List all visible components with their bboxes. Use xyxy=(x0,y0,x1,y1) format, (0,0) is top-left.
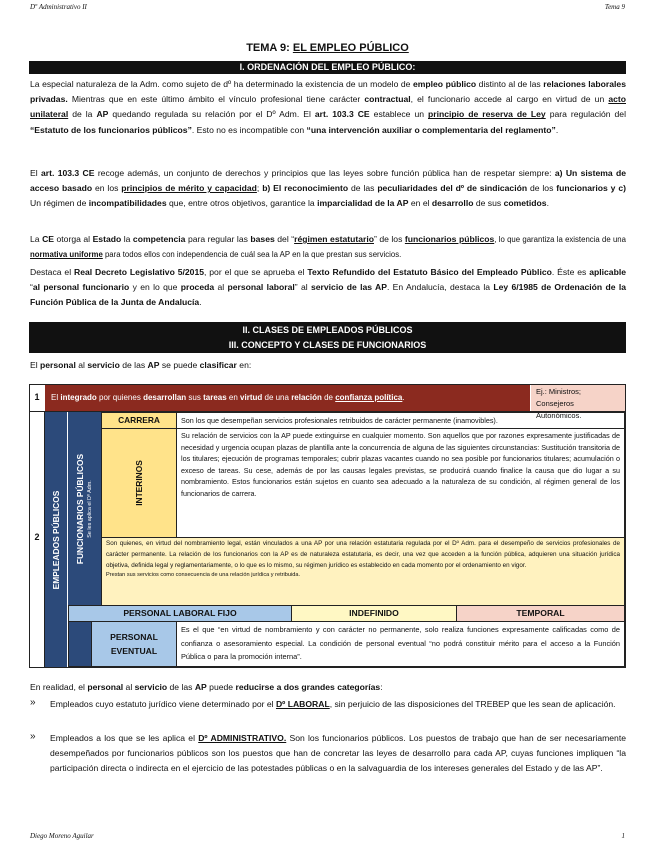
p4-text: ” al xyxy=(294,282,311,293)
p2-text: recoge además, un conjunto de derechos y principios que las leyes sobre función pública han de respetar siempre: xyxy=(94,168,555,178)
bullet2-bold-underline: Dº ADMINISTRATIVO. xyxy=(198,733,287,743)
funcionarios-general-description xyxy=(101,537,625,606)
p4-text: . En Andalucía, destaca la xyxy=(386,282,494,293)
bullet-marker-2: » xyxy=(30,731,36,742)
p4-text: al xyxy=(214,282,228,293)
r1-text: de una xyxy=(262,393,292,402)
interinos-cell xyxy=(101,428,177,538)
p4-bold: aplicable xyxy=(589,267,626,277)
p3-text: del “ xyxy=(274,234,295,244)
title-main: EL EMPLEO PÚBLICO xyxy=(292,42,409,54)
p2-text: de las xyxy=(348,183,378,194)
p2-bold: a) Un sistema de acceso basado xyxy=(30,168,627,194)
p4-text: . Éste es xyxy=(551,267,590,277)
row-2-number: 2 xyxy=(34,532,40,542)
p1-bold: AP xyxy=(96,109,109,120)
section-3-title: III. CONCEPTO Y CLASES DE FUNCIONARIOS xyxy=(228,340,427,350)
p2-text: ; xyxy=(256,183,263,194)
p4-text: “ xyxy=(30,282,33,293)
footer-author: Diego Moreno Aguilar xyxy=(30,832,94,840)
p1-text: . Esto no es incompatible con xyxy=(191,124,307,135)
p4-text: Destaca el xyxy=(30,267,74,277)
eventual-description: Es el que “en virtud de nombramiento y con carácter no permanente, solo realiza funciones expresamente calificadas como de confianza o asesoramiento especial. La condición de personal eventual “no podrá constituir mérito para el acceso a la Función Pública o para la promoción interna”. xyxy=(176,621,625,667)
funcionarios-label-group xyxy=(75,454,95,564)
p1-text: para regulación del xyxy=(545,109,626,120)
bullet-2 xyxy=(50,731,626,777)
p2-bold: peculiaridades del dº de sindicación xyxy=(377,183,528,194)
p4-bold: Texto Refundido del Estatuto Básico del Empleado Público xyxy=(307,267,552,277)
table-intro xyxy=(30,358,626,373)
bullet1-text: Empleados cuyo estatuto jurídico viene determinado por el xyxy=(50,699,276,709)
paragraph-1 xyxy=(30,77,626,138)
row-1-description xyxy=(45,385,530,411)
general-note: Prestan sus servicios como consecuencia de una relación jurídica y retribuida. xyxy=(106,572,301,579)
after-text: : xyxy=(380,682,383,692)
p1-text: establece un xyxy=(369,109,428,120)
p4-bold: Real Decreto Legislativo 5/2015 xyxy=(74,267,204,277)
empleados-publicos-band xyxy=(45,412,67,667)
p4-bold: servicio de las AP xyxy=(310,282,387,293)
section-bar-clases xyxy=(29,322,626,353)
page-header xyxy=(30,3,625,15)
after-text: de las xyxy=(167,682,195,692)
interinos-description: Su relación de servicios con la AP puede extinguirse en cualquier momento. Son aquellos que por razones expresamente justificadas de necesidad y urgencia ocupan plazas de plantilla ante la concurrencia de alguna de las siguientes circunstancias: Sustitución transitoria de los titulares; ejecución de programas temporales; cubrir plazas vacantes cuando no sea posible por funcionarios titulares; acumulación o exceso de tareas. Su cese, además de por las causas legales previstas, se producirá cuando finalice la causa que dio lugar a su nombramiento. Estos funcionarios están sujetos en cuanto sea adecuado a la naturaleza de su condición, al régimen general de los funcionarios de carrera. xyxy=(176,428,625,538)
p1-text: quedando regulada su relación por el Dº Adm. El xyxy=(108,109,315,120)
r1-text: sus xyxy=(186,393,204,402)
paragraph-2 xyxy=(30,166,626,212)
p1-bold: “Estatuto de los funcionarios públicos” xyxy=(30,124,192,135)
classification-table xyxy=(29,384,626,668)
intro-bold: AP xyxy=(147,360,160,370)
empleados-publicos-label: EMPLEADOS PÚBLICOS xyxy=(51,490,61,589)
p4-text: , por el que se aprueba el xyxy=(204,267,308,277)
p1-text: distinto al de las xyxy=(476,79,544,89)
p2-text: de sus xyxy=(473,198,504,209)
p3-bold: competencia xyxy=(132,234,186,244)
r1-bold: tareas xyxy=(203,393,227,402)
header-topic: Tema 9 xyxy=(604,3,625,11)
intro-text: en: xyxy=(236,360,252,370)
intro-bold: clasificar xyxy=(199,360,237,370)
p3-bold-underline: normativa uniforme xyxy=(30,250,103,260)
r1-text: por quienes xyxy=(96,393,144,402)
after-text: al xyxy=(123,682,135,692)
p1-text: La especial naturaleza de la Adm. como sujeto de dº ha determinado la existencia de un modelo de xyxy=(30,79,413,89)
p1-bold: contractual xyxy=(364,94,411,105)
p1-text: Mientras que en este último ámbito el vínculo profesional tiene carácter xyxy=(67,94,365,105)
general-text: Son quienes, en virtud del nombramiento legal, están vinculados a una AP por una relación estatutaria regulada por el Dº Adm. para el desempeño de servicios profesionales de carácter permanente. La relación de los funcionarios con la AP es de naturaleza estatutaria, es decir, una vez que acceden a la función pública, adquieren una situación jurídica objetiva, definida legal y reglamentariamente, o lo que es lo mismo, su régimen jurídico es establecido en cada momento por el ordenamiento en vigor. xyxy=(106,540,620,569)
p2-bold: art. 103.3 CE xyxy=(40,168,95,178)
p3-bold-underline: régimen estatutario xyxy=(294,234,374,244)
p1-bold-underline: principio de reserva de Ley xyxy=(428,109,546,120)
p2-bold: incompatibilidades xyxy=(88,198,167,209)
p3-text: la xyxy=(121,234,133,244)
p4-bold: personal laboral xyxy=(227,282,295,293)
bullet-marker-1: » xyxy=(30,697,36,708)
p4-text: y en lo que xyxy=(129,282,181,293)
p3-text: La xyxy=(30,234,43,244)
title-prefix: TEMA 9: xyxy=(246,42,290,54)
p2-bold: imparcialidad de la AP xyxy=(317,198,409,209)
funcionarios-band xyxy=(68,412,101,606)
p2-text: Un régimen de xyxy=(30,198,89,209)
p2-bold: cometidos xyxy=(503,198,547,209)
indefinido-label: INDEFINIDO xyxy=(291,605,457,622)
interinos-label: INTERINOS xyxy=(134,460,144,506)
intro-text: al xyxy=(75,360,88,370)
p2-bold: funcionarios y c) xyxy=(556,183,626,194)
p1-bold: empleo público xyxy=(412,79,477,89)
p2-text: . xyxy=(546,198,549,209)
section-2-title: II. CLASES DE EMPLEADOS PÚBLICOS xyxy=(242,325,413,335)
paragraph-after xyxy=(30,680,626,695)
page-number: 1 xyxy=(621,832,625,840)
p2-text: El xyxy=(30,168,41,178)
p1-bold: “una intervención auxiliar o complementaria del reglamento” xyxy=(306,124,556,135)
p2-text: en los xyxy=(92,183,122,194)
p3-bold-underline: funcionarios públicos xyxy=(404,234,495,244)
intro-text: de las xyxy=(119,360,148,370)
r1-text: en xyxy=(226,393,241,402)
laboral-fijo-label: PERSONAL LABORAL FIJO xyxy=(68,605,292,622)
after-text: En realidad, el xyxy=(30,682,88,692)
p3-text: ” de los xyxy=(373,234,405,244)
r1-bold: virtud xyxy=(240,393,263,402)
p1-text: de la xyxy=(68,109,97,120)
paragraph-3 xyxy=(30,232,626,262)
intro-bold: personal xyxy=(40,360,76,370)
p3-text: para todos ellos con independencia de cuál sea la AP en la que prestan sus servicios. xyxy=(102,250,402,260)
header-subject: Dº Administrativo II xyxy=(30,3,87,11)
bullet1-text: , sin perjuicio de las disposiciones del TREBEP que les sean de aplicación. xyxy=(329,699,616,709)
paragraph-4 xyxy=(30,265,626,311)
p2-bold-underline: principios de mérito y capacidad xyxy=(121,183,257,194)
p4-bold: proceda xyxy=(180,282,215,293)
intro-text: El xyxy=(30,360,41,370)
p4-bold: Ley 6/1985 de Ordenación de la Función Pública de la Junta de Andalucía xyxy=(30,282,626,308)
after-bold: AP xyxy=(194,682,207,692)
p3-bold: CE xyxy=(42,234,55,244)
bullet-1 xyxy=(50,697,626,712)
funcionarios-label: FUNCIONARIOS PÚBLICOS xyxy=(74,453,85,565)
eventual-band xyxy=(68,621,92,667)
after-bold: personal xyxy=(87,682,124,692)
eventual-label: PERSONAL EVENTUAL xyxy=(91,621,177,667)
p2-bold: b) El reconocimiento xyxy=(262,183,349,194)
intro-text: se puede xyxy=(159,360,200,370)
funcionarios-sublabel: Se les aplica el Dº Adm. xyxy=(86,480,93,538)
p1-bold-underline: acto unilateral xyxy=(30,94,626,120)
intro-bold: servicio xyxy=(87,360,120,370)
p2-text: de los xyxy=(527,183,557,194)
p4-text: . xyxy=(199,297,202,308)
p2-bold: desarrollo xyxy=(431,198,474,209)
carrera-description: Son los que desempeñan servicios profesionales retribuidos de carácter permanente (inamovibles). xyxy=(176,412,625,429)
p2-text: que, entre otros objetivos, garantice la xyxy=(166,198,318,209)
after-bold: servicio xyxy=(134,682,168,692)
after-bold: reducirse a dos grandes categorías xyxy=(235,682,381,692)
p3-text: otorga al xyxy=(54,234,93,244)
p3-text: , lo que garantiza la existencia de una xyxy=(494,235,626,244)
row-1-number: 1 xyxy=(34,392,40,402)
temporal-label: TEMPORAL xyxy=(456,605,625,622)
bullet2-text: Empleados a los que se les aplica el xyxy=(50,733,199,743)
bullet1-bold-underline: Dº LABORAL xyxy=(275,699,330,709)
page-footer xyxy=(30,832,625,840)
section-bar-ordenacion: I. ORDENACIÓN DEL EMPLEO PÚBLICO: xyxy=(29,61,626,74)
r1-text: de xyxy=(321,393,336,402)
r1-text: . xyxy=(402,393,405,402)
p2-text: en el xyxy=(408,198,432,209)
p1-text: . xyxy=(555,124,559,135)
row-1-example: Ej.: Ministros; Consejeros Autonómicos. xyxy=(531,385,625,411)
p4-bold: al personal funcionario xyxy=(32,282,130,293)
p3-bold: bases xyxy=(250,234,275,244)
r1-bold: desarrollan xyxy=(143,393,187,402)
r1-bold: integrado xyxy=(60,393,97,402)
p1-text: , el funcionario accede al cargo en virtud de un xyxy=(410,94,609,105)
p3-bold: Estado xyxy=(92,234,122,244)
page-title xyxy=(0,42,655,54)
after-text: puede xyxy=(206,682,236,692)
r1-text: El xyxy=(51,393,61,402)
p1-bold: relaciones laborales privadas. xyxy=(30,79,626,105)
r1-bold-underline: confianza política xyxy=(335,393,403,402)
p3-text: para regular las xyxy=(185,234,251,244)
p1-bold: art. 103.3 CE xyxy=(314,109,370,120)
bullet2-text: Son los funcionarios públicos. Los puestos de trabajo que han de ser necesariamente desempeñados por funcionarios públicos son los puestos que han de concretar las leyes de desarrollo para cada AP, cuyas funciones impliquen “la participación directa o indirecta en el ejercicio de las potestades públicas o en la salvaguardia de los intereses generales del Estado y de las AP”. xyxy=(50,733,626,774)
carrera-label: CARRERA xyxy=(101,412,177,429)
r1-bold: relación xyxy=(291,393,322,402)
